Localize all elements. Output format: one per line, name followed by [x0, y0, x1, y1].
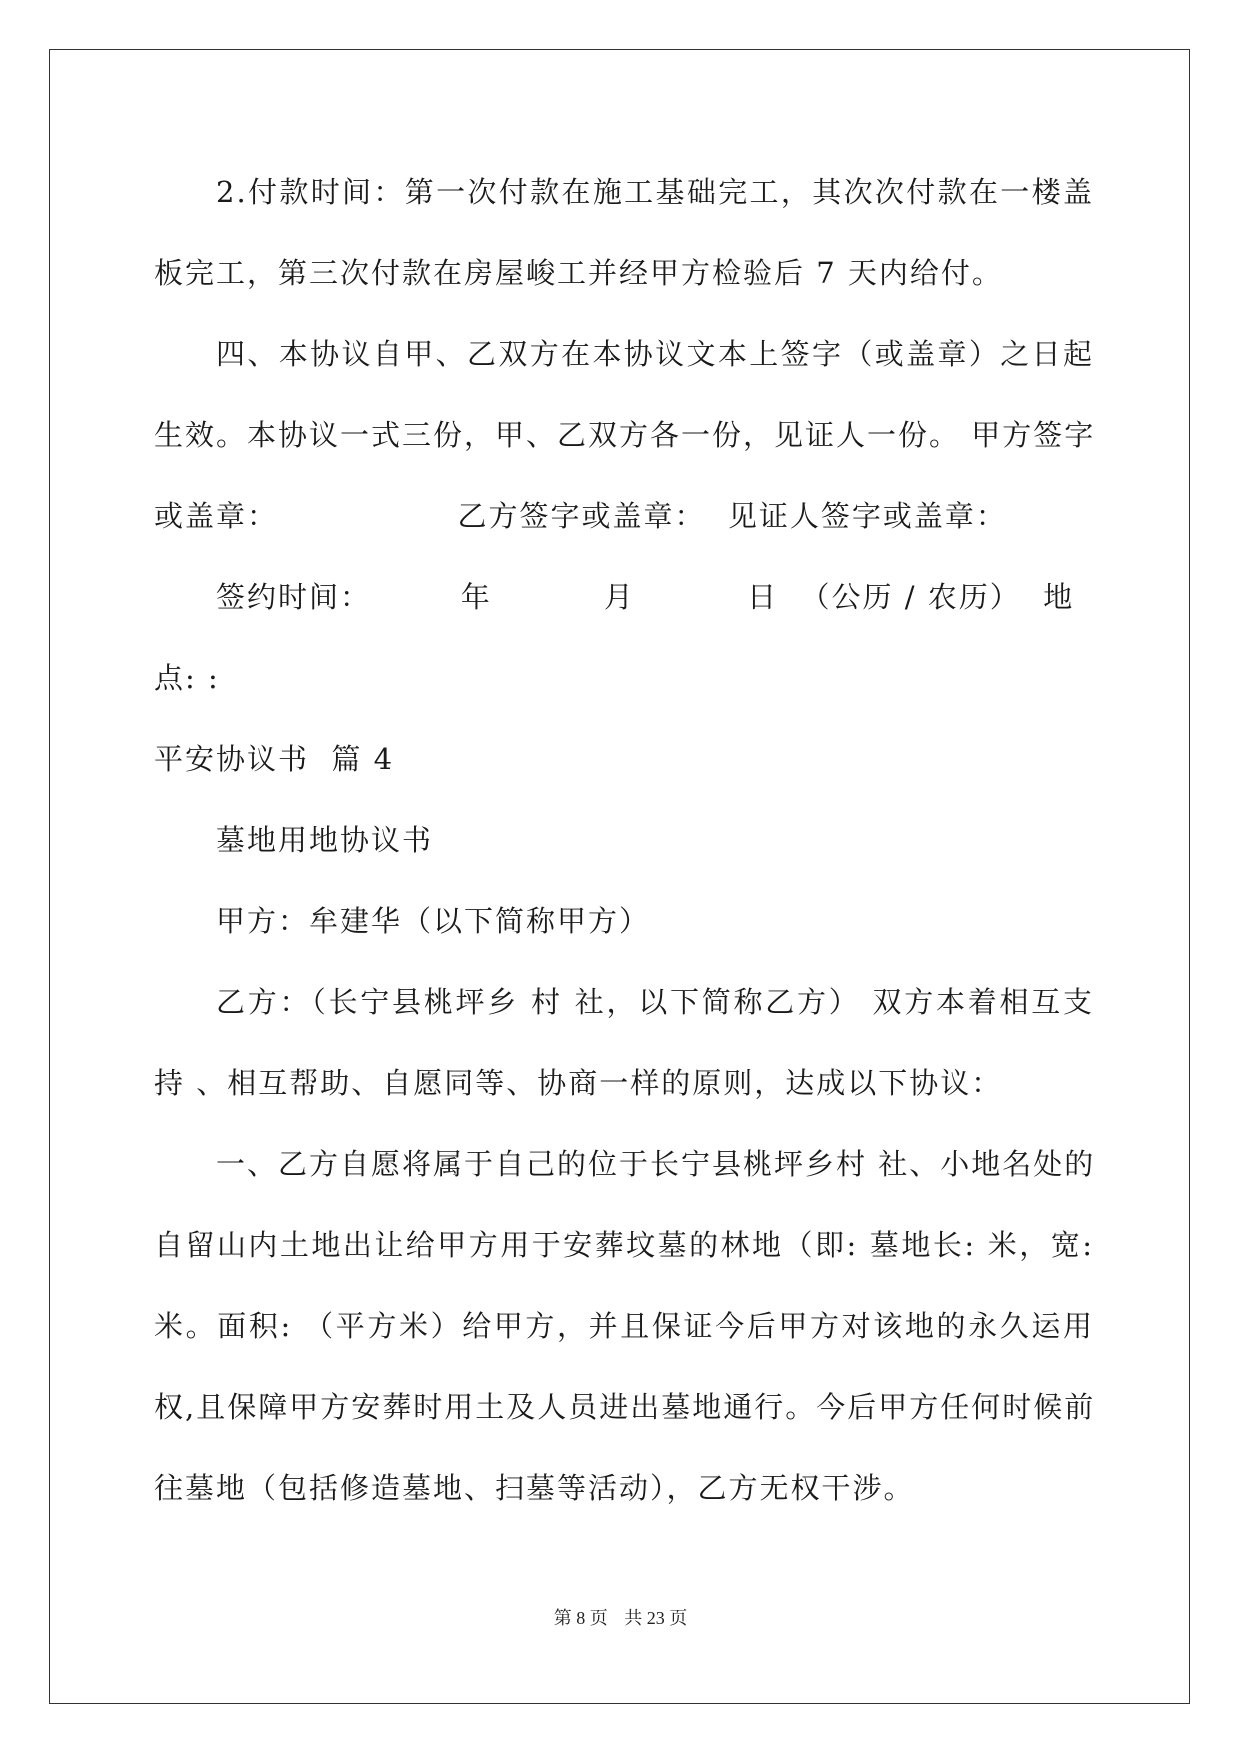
text-line: 米。面积: （平方米）给甲方，并且保证今后甲方对该地的永久运用	[154, 1309, 1094, 1343]
page-border	[49, 49, 1190, 1704]
document-title: 墓地用地协议书	[216, 823, 434, 857]
text-line: 一、乙方自愿将属于自己的位于长宁县桃坪乡村 社、小地名处的	[216, 1147, 1096, 1181]
text-line: 签约时间： 年 月 日 （公历 / 农历） 地	[216, 580, 1075, 614]
text-line: 点: :	[154, 661, 220, 695]
text-line: 2.付款时间：第一次付款在施工基础完工，其次次付款在一楼盖	[216, 175, 1094, 209]
text-line: 持 、相互帮助、自愿同等、协商一样的原则，达成以下协议：	[154, 1066, 1003, 1100]
text-line: 往墓地（包括修造墓地、扫墓等活动），乙方无权干涉。	[154, 1471, 915, 1505]
text-line: 自留山内土地出让给甲方用于安葬坟墓的林地（即: 墓地长: 米，宽:	[154, 1228, 1094, 1262]
section-heading: 平安协议书 篇 4	[154, 742, 395, 776]
page-number: 第 8 页	[553, 1608, 608, 1628]
text-line: 生效。本协议一式三份，甲、乙双方各一份，见证人一份。 甲方签字	[154, 418, 1096, 452]
text-line: 权,且保障甲方安葬时用土及人员进出墓地通行。今后甲方任何时候前	[154, 1390, 1096, 1424]
text-line: 四、本协议自甲、乙双方在本协议文本上签字（或盖章）之日起	[216, 337, 1094, 371]
text-line: 板完工，第三次付款在房屋峻工并经甲方检验后 7 天内给付。	[154, 256, 1003, 290]
page-total: 共 23 页	[624, 1608, 688, 1628]
text-line: 或盖章： 乙方签字或盖章： 见证人签字或盖章：	[154, 499, 1007, 533]
text-line: 甲方：牟建华（以下简称甲方）	[216, 904, 651, 938]
text-line: 乙方：（长宁县桃坪乡 村 社，以下简称乙方） 双方本着相互支	[216, 985, 1094, 1019]
page-footer	[0, 1606, 1241, 1630]
